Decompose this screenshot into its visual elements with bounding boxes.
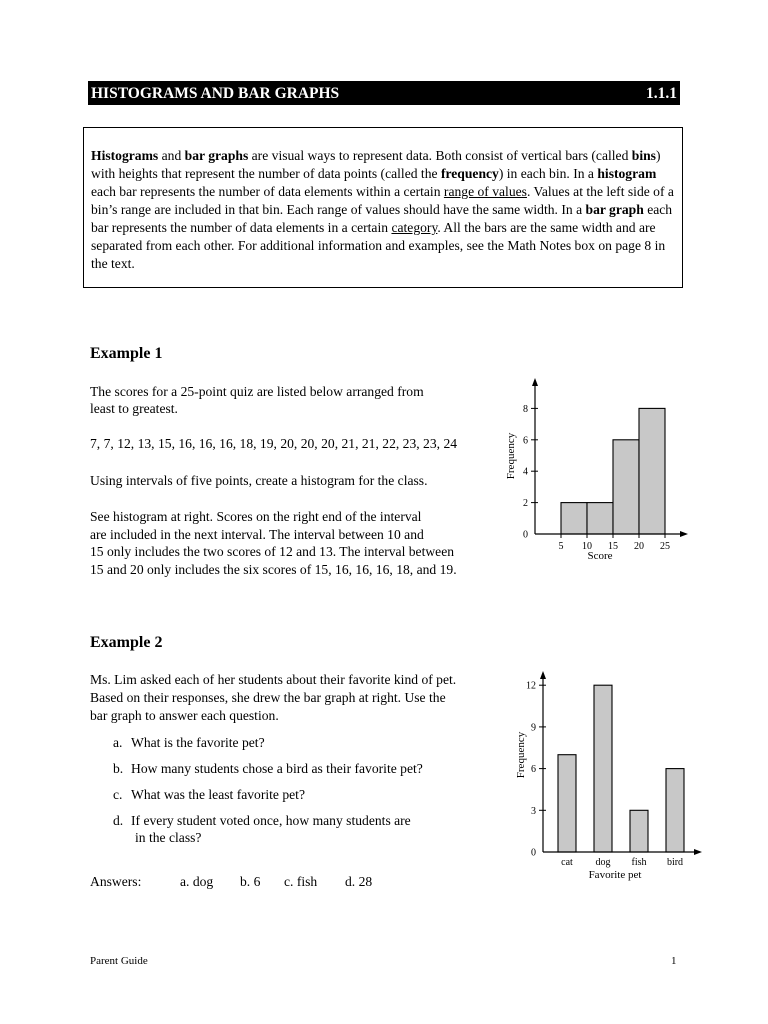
histogram-bar xyxy=(587,503,613,534)
example1-explanation-line: 15 only includes the two scores of 12 and 13. The interval between xyxy=(90,544,455,559)
y-tick-label: 0 xyxy=(523,529,528,541)
y-axis-title: Frequency xyxy=(505,432,517,480)
x-tick-label: 25 xyxy=(660,541,670,552)
x-axis-arrow xyxy=(694,849,702,855)
term-histogram: histogram xyxy=(597,166,657,181)
term-frequency: frequency xyxy=(440,166,499,181)
example1-explanation-line: 15 and 20 only includes the six scores of 15, 16, 16, 16, 18, and 19. xyxy=(90,561,457,577)
question-a-label: a. xyxy=(113,735,123,750)
footer-left: Parent Guide xyxy=(90,955,148,967)
question-c-label: c. xyxy=(113,787,123,802)
term-bins: bins xyxy=(631,148,656,163)
y-tick-label: 8 xyxy=(523,403,528,415)
definition-text-run: are visual ways to represent data. Both consist of vertical bars (called xyxy=(248,148,632,163)
question-d-label: d. xyxy=(113,813,124,828)
example1-explanation-line: See histogram at right. Scores on the right end of the interval xyxy=(90,509,422,524)
y-tick-label: 6 xyxy=(523,435,528,447)
question-d-text-cont: in the class? xyxy=(135,830,202,845)
example2-intro-line: Ms. Lim asked each of her students about their favorite kind of pet. xyxy=(90,672,457,687)
y-tick-label: 6 xyxy=(531,764,536,776)
definition-box xyxy=(83,127,683,288)
definition-text-run: each bar represents the number of data elements within a certain xyxy=(91,184,444,199)
y-axis-arrow xyxy=(540,671,546,679)
definition-text-run: . Values at the left side of a bin’s range are included in that bin. Each range of values should have the same width. In a xyxy=(91,184,674,217)
category-label: dog xyxy=(595,857,611,868)
x-tick-label: 10 xyxy=(582,541,592,552)
definition-text-run: ) with heights that represent the number of data points (called the xyxy=(91,148,661,181)
y-tick-label: 0 xyxy=(531,847,536,859)
definition-text-run: . All the bars are the same width and are separated from each other. For additional information and examples, see the Math Notes box on page 8 in the text. xyxy=(91,220,666,271)
x-axis-title: Favorite pet xyxy=(588,869,642,881)
definition-text-run: each bar represents the number of data elements in a certain xyxy=(91,202,673,235)
category-label: fish xyxy=(631,857,647,868)
example1-intro-line: The scores for a 25-point quiz are listed below arranged from xyxy=(90,384,424,399)
bar xyxy=(594,685,612,852)
x-axis-arrow xyxy=(680,531,688,537)
y-tick-label: 12 xyxy=(526,680,536,692)
definition-text xyxy=(91,147,683,273)
question-a-text: What is the favorite pet? xyxy=(131,735,265,750)
section-title: HISTOGRAMS AND BAR GRAPHS xyxy=(91,85,340,102)
histogram-bar xyxy=(613,440,639,534)
bar xyxy=(558,755,576,852)
answers-label: Answers: xyxy=(90,874,142,889)
example2-intro-line: Based on their responses, she drew the bar graph at right. Use the xyxy=(90,690,446,705)
question-b-label: b. xyxy=(113,761,124,776)
term-bar-graphs: bar graphs xyxy=(184,148,249,163)
histogram-bar xyxy=(561,503,587,534)
answer-d: d. 28 xyxy=(345,874,373,889)
example1-explanation-line: are included in the next interval. The interval between 10 and xyxy=(90,526,424,542)
page-number: 1 xyxy=(671,955,677,967)
x-tick-label: 5 xyxy=(558,541,564,552)
example1-heading: Example 1 xyxy=(90,345,163,362)
question-b-text: How many students chose a bird as their favorite pet? xyxy=(131,761,423,776)
example1-instruction: Using intervals of five points, create a histogram for the class. xyxy=(90,473,428,488)
definition-text-run: and xyxy=(158,148,185,163)
category-label: bird xyxy=(666,857,684,868)
term-bar-graph: bar graph xyxy=(585,202,644,217)
x-tick-label: 15 xyxy=(608,541,618,552)
answer-a: a. dog xyxy=(180,874,214,889)
section-number: 1.1.1 xyxy=(646,85,677,102)
x-axis-title: Score xyxy=(587,550,613,562)
x-tick-label: 20 xyxy=(634,541,644,552)
y-tick-label: 4 xyxy=(523,466,528,478)
example1-intro-line: least to greatest. xyxy=(90,401,178,416)
answer-c: c. fish xyxy=(284,874,318,889)
section-header-bar xyxy=(88,81,680,105)
example1-scores: 7, 7, 12, 13, 15, 16, 16, 16, 18, 19, 20, 20, 20, 21, 21, 22, 23, 23, 24 xyxy=(90,436,458,451)
example2-intro-line: bar graph to answer each question. xyxy=(90,708,279,723)
question-d-text: If every student voted once, how many students are xyxy=(131,813,411,828)
category-label: cat xyxy=(561,857,573,868)
definition-text-run: ) in each bin. In a xyxy=(498,166,598,181)
y-tick-label: 3 xyxy=(531,805,536,817)
y-axis-arrow xyxy=(532,378,538,386)
bar xyxy=(630,810,648,852)
term-histograms: Histograms xyxy=(91,148,159,163)
histogram-bar xyxy=(639,408,665,534)
bar xyxy=(666,769,684,852)
term-range-of-values: range of values xyxy=(443,184,527,199)
term-category: category xyxy=(391,220,438,235)
answer-b: b. 6 xyxy=(240,874,261,889)
y-tick-label: 2 xyxy=(523,498,528,510)
histogram-chart xyxy=(500,372,690,567)
example2-heading: Example 2 xyxy=(90,634,163,651)
question-c-text: What was the least favorite pet? xyxy=(131,787,305,802)
pet-bar-chart xyxy=(505,668,705,886)
y-tick-label: 9 xyxy=(531,722,536,734)
y-axis-title: Frequency xyxy=(515,731,527,779)
